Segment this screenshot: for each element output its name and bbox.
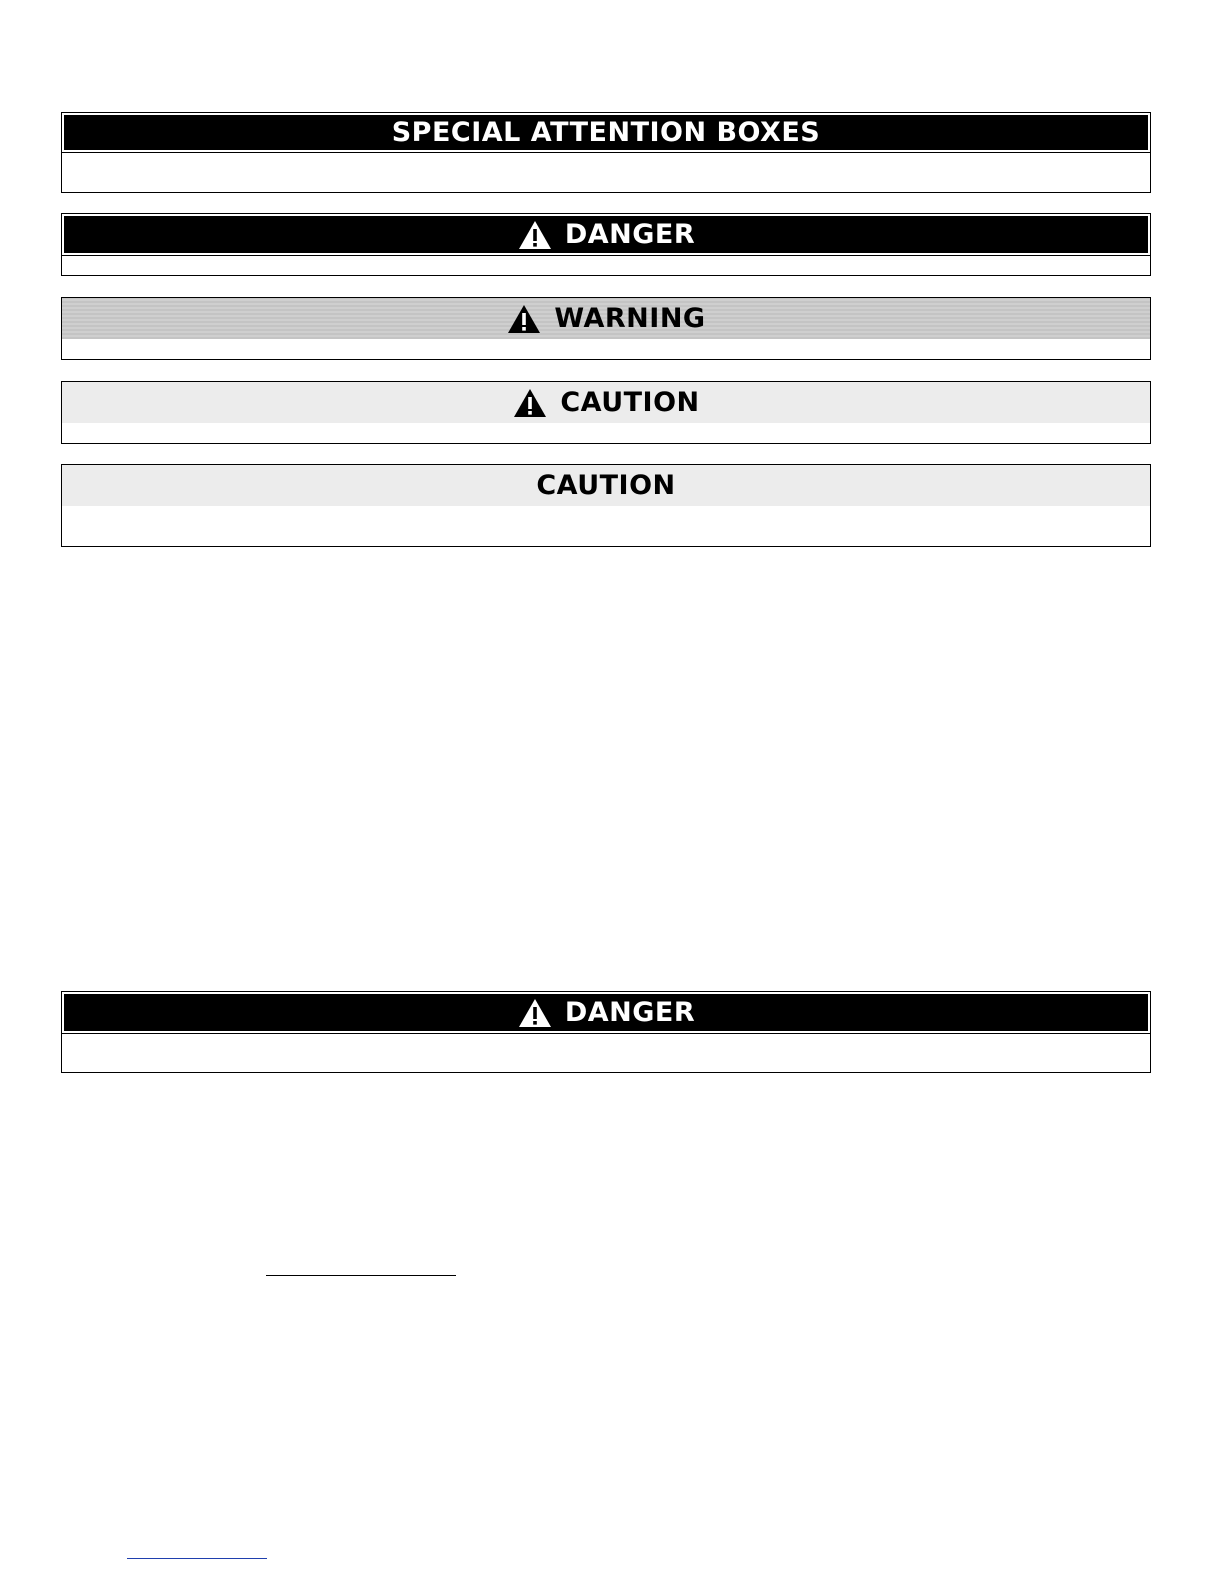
warning-triangle-icon — [517, 219, 553, 251]
warning-triangle-icon — [512, 387, 548, 419]
caution-header-plain — [62, 465, 1150, 506]
danger-body-second — [62, 1033, 1150, 1072]
warning-header — [62, 298, 1150, 339]
danger-body — [62, 255, 1150, 275]
warning-box — [61, 297, 1151, 360]
caution-body-plain — [62, 506, 1150, 546]
danger-box-second — [61, 991, 1151, 1073]
danger-header-second — [62, 992, 1150, 1033]
footnote-separator — [127, 1558, 267, 1559]
special-attention-box — [61, 112, 1151, 193]
caution-box-with-icon — [61, 381, 1151, 444]
caution-body-with-icon — [62, 423, 1150, 443]
special-attention-header — [62, 113, 1150, 152]
caution-header-with-icon — [62, 382, 1150, 423]
danger-label: DANGER — [564, 219, 696, 250]
special-attention-body — [62, 152, 1150, 192]
warning-triangle-icon — [517, 997, 553, 1029]
caution-box-plain — [61, 464, 1151, 547]
caution-label-with-icon: CAUTION — [560, 387, 700, 418]
danger-label-second: DANGER — [564, 997, 696, 1028]
danger-box — [61, 213, 1151, 276]
warning-triangle-icon — [506, 303, 542, 335]
caution-label-plain: CAUTION — [536, 470, 676, 501]
warning-label: WARNING — [554, 303, 706, 334]
underline-rule — [266, 1275, 456, 1276]
special-attention-title: SPECIAL ATTENTION BOXES — [391, 117, 821, 148]
warning-body — [62, 339, 1150, 359]
danger-header — [62, 214, 1150, 255]
